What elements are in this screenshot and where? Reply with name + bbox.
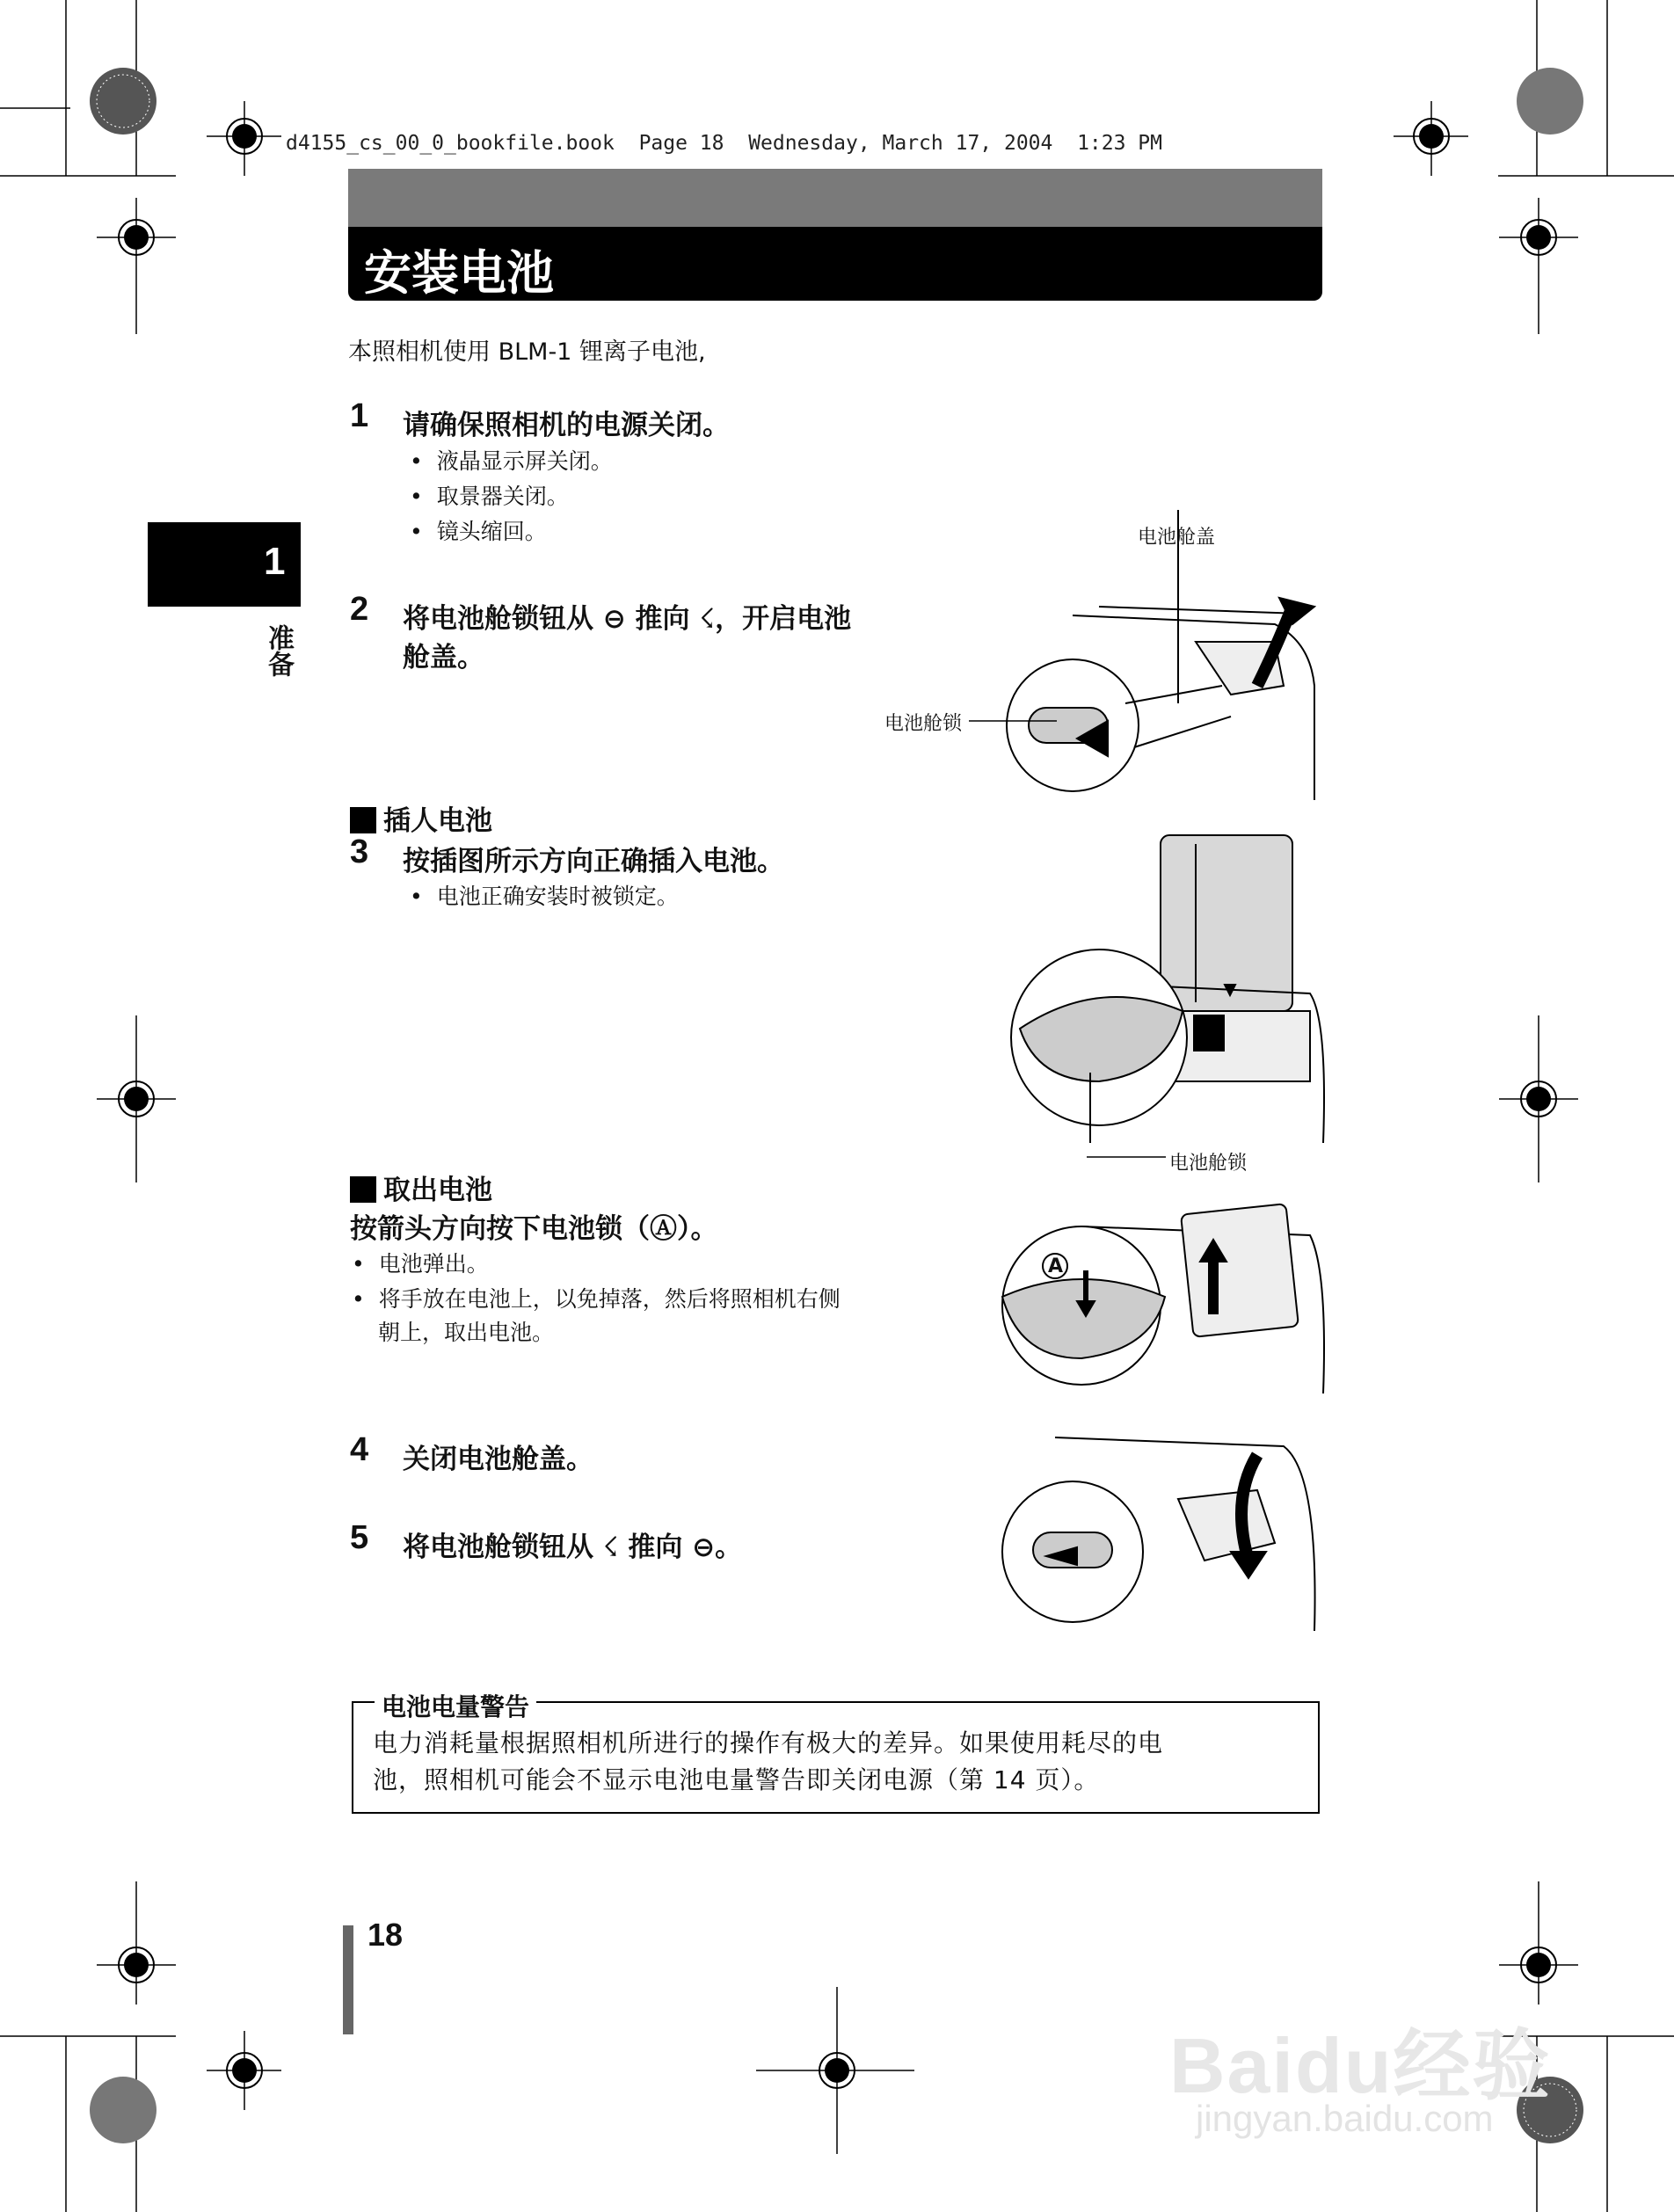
step-1-text: 请确保照相机的电源关闭。: [403, 410, 730, 441]
watermark-logo: Baidu经验: [1169, 2022, 1552, 2109]
figure-close-cover: [993, 1429, 1328, 1631]
remove-bullet-2: • 将手放在电池上，以免掉落，然后将照相机右侧: [352, 1282, 841, 1313]
step-1-bullet-1: • 液晶显示屏关闭。: [410, 444, 613, 476]
section-square-icon: [350, 807, 376, 833]
chapter-label: 准备: [263, 624, 294, 677]
page-number-bar: [343, 1925, 353, 2034]
note-line-2: 池，照相机可能会不显示电池电量警告即关闭电源（第 14 页）。: [373, 1765, 1100, 1794]
section-square-icon: [350, 1176, 376, 1203]
step-1-number: 1: [350, 397, 369, 434]
remove-instruction: 按箭头方向按下电池锁（Ⓐ）。: [350, 1213, 718, 1245]
remove-bullet-1: • 电池弹出。: [352, 1247, 489, 1278]
step-1-bullet-2: • 取景器关闭。: [410, 479, 569, 511]
step-5-number: 5: [350, 1519, 369, 1556]
title-gray-band: [348, 169, 1322, 227]
label-battery-cover: 电池舱盖: [1138, 527, 1216, 549]
step-2-text-line1: 将电池舱锁钮从 ⊖ 推向 ☇，开启电池: [403, 603, 852, 635]
intro-text: 本照相机使用 BLM-1 锂离子电池,: [348, 338, 706, 366]
note-title: 电池电量警告: [375, 1688, 536, 1723]
file-header-line: d4155_cs_00_0_bookfile.book Page 18 Wednesday, March 17, 2004 1:23 PM: [286, 132, 1162, 155]
remove-bullet-2-cont: 朝上，取出电池。: [378, 1320, 555, 1345]
figure-open-cover: [976, 510, 1328, 800]
label-battery-lock-1: 电池舱锁: [884, 713, 963, 735]
figure-remove-battery: [993, 1200, 1328, 1393]
step-4-number: 4: [350, 1431, 369, 1468]
leader-line-2: [1087, 1153, 1175, 1164]
watermark-url: jingyan.baidu.com: [1196, 2098, 1494, 2139]
step-3-bullet-1: • 电池正确安装时被锁定。: [410, 879, 679, 911]
step-5-text: 将电池舱锁钮从 ☇ 推向 ⊖。: [403, 1532, 743, 1563]
marker-a: A: [1048, 1255, 1064, 1277]
step-1-bullet-3: • 镜头缩回。: [410, 514, 547, 546]
chapter-number: 1: [264, 540, 286, 583]
step-2-text-line2: 舱盖。: [403, 642, 484, 673]
section-insert-heading: [350, 798, 492, 838]
page-title: 安装电池: [364, 245, 554, 301]
step-2-number: 2: [350, 591, 369, 628]
page-number: 18: [368, 1917, 404, 1953]
leader-line-1: [969, 717, 1057, 726]
section-insert-label: 插人电池: [383, 805, 492, 837]
label-battery-lock-2: 电池舱锁: [1169, 1153, 1248, 1175]
step-3-text: 按插图所示方向正确插入电池。: [403, 846, 784, 877]
step-3-number: 3: [350, 833, 369, 870]
figure-insert-battery: [993, 826, 1328, 1143]
note-line-1: 电力消耗量根据照相机所进行的操作有极大的差异。如果使用耗尽的电: [373, 1728, 1164, 1757]
section-remove-label: 取出电池: [383, 1175, 492, 1206]
section-remove-heading: [350, 1168, 492, 1207]
step-4-text: 关闭电池舱盖。: [403, 1444, 593, 1475]
note-text: [373, 1725, 1305, 1799]
